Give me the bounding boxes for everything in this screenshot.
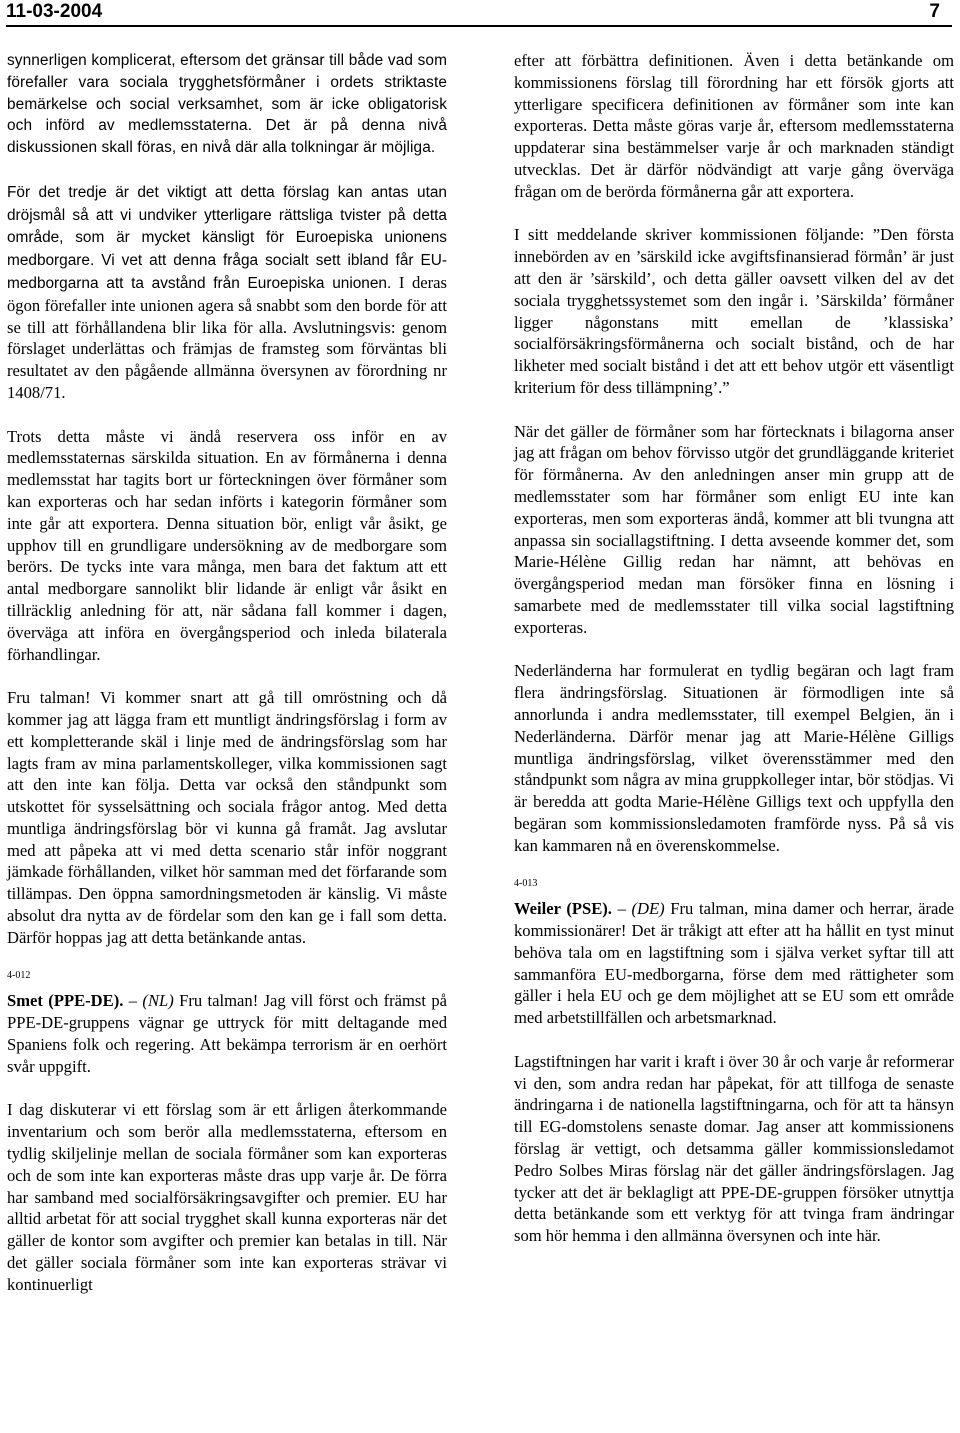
paragraph: synnerligen komplicerat, eftersom det gränsar till både vad som förefaller vara sociala trygghetsförmåner i ordets striktaste bemärkelse och social verksamhet, som är icke obligatorisk och införd av medlemsstaterna. Det är på denna nivå diskussionen skall föras, en nivå där alla tolkningar är möjliga. <box>7 52 447 157</box>
paragraph: Nederländerna har formulerat en tydlig begäran och lagt fram flera ändringsförslag. Situationen är förmodligen inte så annorlunda i andra medlemsstater, till exempel Belgien, än i Nederländerna. Därför menar jag att Marie-Hélène Gilligs muntliga ändringsförslag, vilket överensstämmer med den ståndpunkt som några av mina gruppkolleger intar, bör stödjas. Vi är beredda att godta Marie-Hélène Gilligs text och uppfylla den begäran som kommissionsledamoten framförde nyss. På så vis kan kammaren nå en överenskommelse. <box>514 661 954 855</box>
paragraph: Fru talman! Vi kommer snart att gå till omröstning och då kommer jag att lägga fram ett muntligt ändringsförslag i form av ett kompletterande skäl i linje med de ändringsförslag som har lagts fram av mina parlamentskolleger, vilka kommissionen sagt att den inte kan följa. Detta var också den ståndpunkt som utskottet för sysselsättning och sociala frågor antog. Med detta muntliga ändringsförslag bör vi kunna gå framåt. Jag avslutar med att påpeka att vi med detta scenario står inför noggrant jämkade förhållanden, vilket hör samman med det förfarande som tillämpas. Den öppna samordningsmetoden är känslig. Vi måste absolut dra nytta av de fördelar som den kan ge i fall som detta. Därför hoppas jag att detta betänkande antas. <box>7 688 447 947</box>
paragraph-sans-part: För det tredje är det viktigt att detta förslag kan antas utan dröjsmål så att vi undviker ytterligare rättsliga tvister på detta område, som är mycket känsligt för Euroepiska unionens medborgare. Vi vet att denna fråga socialt sett ibland får EU-medborgarna att ta avstånd från Euroepiska unionen. <box>7 183 447 292</box>
paragraph: efter att förbättra definitionen. Även i detta betänkande om kommissionens förslag till förordning har ett försök gjorts att ytterligare specificera definitionen av förmåner som inte kan exporteras. Detta måste göras varje år, eftersom medlemsstaterna uppdaterar sina bestämmelser varje år och marknaden ständigt utvecklas. Det är därför nödvändigt att varje gång överväga frågan om de berörda förmånerna går att exportera. <box>514 51 954 201</box>
dash: – <box>611 899 632 919</box>
language-code: (DE) <box>631 899 665 919</box>
header-date: 11-03-2004 <box>6 1 103 22</box>
paragraph <box>7 181 447 404</box>
reference-number: 4-012 <box>7 970 31 982</box>
paragraph: När det gäller de förmåner som har förtecknats i bilagorna anser jag att frågan om behov förvisso utgör det grundläggande kriteriet för förmånerna. Av den anledningen anser min grupp att de medlemsstater som har förmåner som enligt EU inte kan exporteras, men som exporteras ändå, kommer att bli tvungna att anpassa sin sociallagstiftning. I detta avseende kommer det, som Marie-Hélène Gillig redan har nämnt, att behövas en övergångsperiod medan man försöker finna en lösning i samarbete med de medlemsstater till vilka social lagstiftning exporteras. <box>514 421 954 637</box>
speech-text: Fru talman, mina damer och herrar, ärade kommissionärer! Det är tråkigt att efter att ha hållit en tyst minut behöva tala om en lagstiftning som i själva verket syftar till att sammanföra EU-medborgarna, förse dem med rättigheter som gäller i hela EU och ge dem möjlighet att se EU som ett område med arbetstillfällen och arbetsmarknad. <box>514 899 954 1028</box>
paragraph: Trots detta måste vi ändå reservera oss inför en av medlemsstaternas särskilda situation. En av förmånerna i denna medlemsstat har tagits bort ur förteckningen över förmåner som kan exporteras och har sedan införts i kategorin förmåner som inte går att exportera. Denna situation bör, enligt vår åsikt, ge upphov till en grundligare undersökning av de medborgare som berörs. De tycks inte vara många, men bara det faktum att ett antal medborgare sannolikt blir lidande är enligt vår åsikt en tillräcklig anledning för att, när sådana fall kommer i dagen, överväga att införa en övergångsperiod och inleda bilaterala förhandlingar. <box>7 426 447 664</box>
right-column <box>514 50 954 1269</box>
speaker-name: Weiler (PSE). <box>514 899 612 919</box>
paragraph-serif-part: I deras ögon förefaller inte unionen agera så snabbt som den borde för att se till att förhållandena blir lika för alla. Avslutningsvis: genom förslaget underlättas och främjas de framsteg som förväntas bli resultatet av den pågående allmänna översynen av förordning nr 1408/71. <box>7 272 447 402</box>
speech-paragraph <box>7 990 447 1077</box>
left-column <box>7 50 447 1317</box>
paragraph: I sitt meddelande skriver kommissionen följande: ”Den första innebörden av en ’särskild icke avgiftsfinansierad förmån’ är just att den är ’särskild’, och detta gäller oavsett vilken del av det sociala trygghetssystemet som den ingår i. ’Särskilda’ förmåner ligger någonstans mitt emellan de ’klassiska’ socialförsäkringsförmånerna och socialt bistånd, och de har likheter med socialt bistånd i det att ett behov utgör ett väsentligt kriterium för dess tillämpning’.” <box>514 225 954 397</box>
reference-number: 4-013 <box>514 878 538 890</box>
paragraph: Lagstiftningen har varit i kraft i över 30 år och varje år reformerar vi den, som andra redan har påpekat, för att tillfoga de senaste ändringarna i de nationella lagstiftningarna, och för att ta hänsyn till EG-domstolens senaste domar. Jag anser att kommissionens förslag är vettigt, och detsamma gäller kommissionsledamot Pedro Solbes Miras förslag när det gäller ändringsförslagen. Jag tycker att det är beklagligt att PPE-DE-gruppen försöker utnyttja detta betänkande som ett verktyg för att tvinga fram ändringar som hör hemma i den allmänna översynen och inte här. <box>514 1051 954 1246</box>
speech-paragraph <box>514 898 954 1029</box>
page-number: 7 <box>929 1 940 22</box>
page-header <box>6 0 952 27</box>
paragraph: I dag diskuterar vi ett förslag som är ett årligen återkommande inventarium och som berör alla medlemsstaterna, eftersom en tydlig skiljelinje mellan de sociala förmåner som kan exporteras och de som inte kan exporteras måste dras upp varje år. De förra har samband med socialförsäkringsavgifter och premier. EU har alltid arbetat för att social trygghet skall kunna exporteras när det gäller de kontor som avgifter och premier kan betalas in till. När det gäller sociala förmåner som inte kan exporteras strävar vi kontinuerligt <box>7 1100 447 1294</box>
dash: – <box>123 991 143 1011</box>
speaker-name: Smet (PPE-DE). <box>7 991 124 1011</box>
speech-text: Fru talman! Jag vill först och främst på PPE-DE-gruppens vägnar ge uttryck för mitt deltagande med Spaniens folk och regering. Att bekämpa terrorism är en oerhört svår uppgift. <box>7 991 447 1076</box>
language-code: (NL) <box>142 991 174 1011</box>
